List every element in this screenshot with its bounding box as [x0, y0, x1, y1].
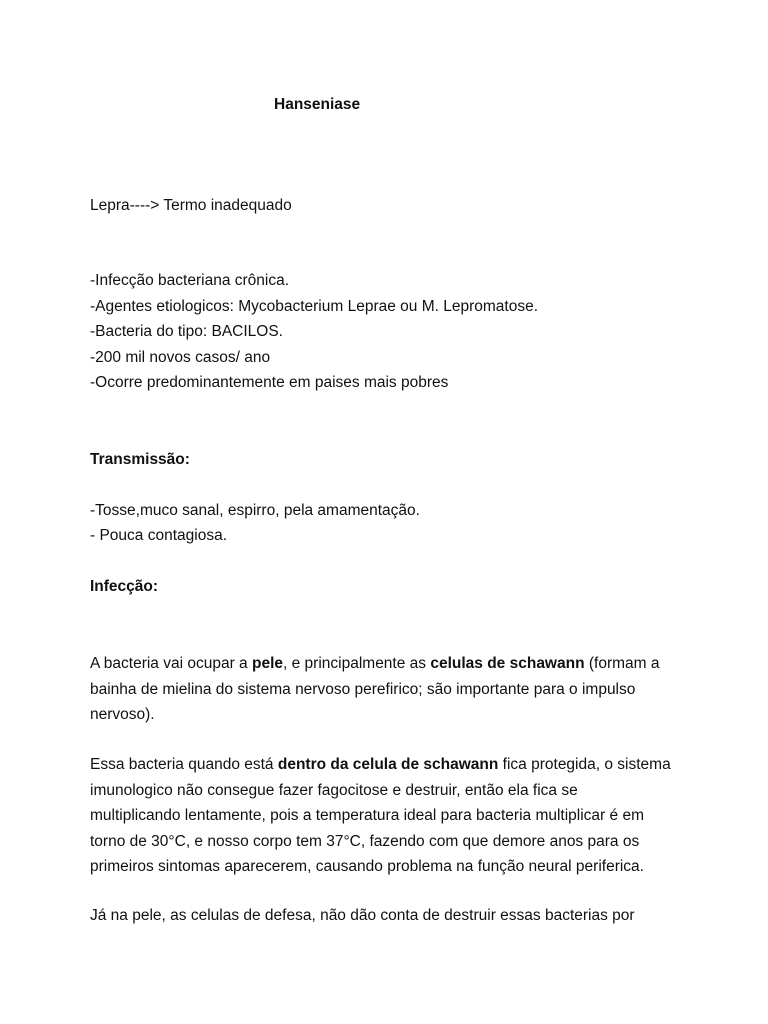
paragraph-line: bainha de mielina do sistema nervoso perefirico; são importante para o impulso	[90, 680, 636, 698]
infeccao-heading: Infecção:	[90, 578, 159, 595]
fact-item: -Infecção bacteriana crônica.	[90, 272, 290, 289]
paragraph-line: Essa bacteria quando está dentro da celula de schawann fica protegida, o sistema	[90, 756, 671, 773]
bold-term: pele	[252, 655, 284, 672]
paragraph-line: primeiros sintomas aparecerem, causando problema na função neural periferica.	[90, 858, 644, 875]
fact-item: -Bacteria do tipo: BACILOS.	[90, 323, 283, 340]
paragraph-line: torno de 30°C, e nosso corpo tem 37°C, fazendo com que demore anos para os	[90, 832, 640, 850]
paragraph-line: Já na pele, as celulas de defesa, não dão conta de destruir essas bacterias por	[90, 907, 635, 924]
transmissao-item: - Pouca contagiosa.	[90, 527, 228, 544]
transmissao-item: -Tosse,muco sanal, espirro, pela amamentação.	[90, 502, 420, 519]
bold-term: celulas de schawann	[430, 655, 585, 672]
paragraph-line: nervoso).	[90, 706, 155, 723]
lepra-line: Lepra----> Termo inadequado	[90, 197, 292, 214]
fact-item: -Ocorre predominantemente em paises mais pobres	[90, 374, 449, 391]
paragraph-line: imunologico não consegue fazer fagocitose e destruir, então ela fica se	[90, 781, 578, 799]
paragraph-line: multiplicando lentamente, pois a temperatura ideal para bacteria multiplicar é em	[90, 807, 644, 824]
document-title: Hanseniase	[274, 96, 361, 113]
paragraph-schawann	[90, 752, 690, 880]
paragraph-line: A bacteria vai ocupar a pele, e principalmente as celulas de schawann (formam a	[90, 655, 660, 672]
fact-item: -Agentes etiologicos: Mycobacterium Leprae ou M. Lepromatose.	[90, 298, 539, 315]
paragraph-pele	[90, 651, 690, 728]
fact-item: -200 mil novos casos/ ano	[90, 349, 271, 366]
bold-term: dentro da celula de schawann	[277, 756, 499, 773]
transmissao-heading: Transmissão:	[90, 451, 190, 468]
